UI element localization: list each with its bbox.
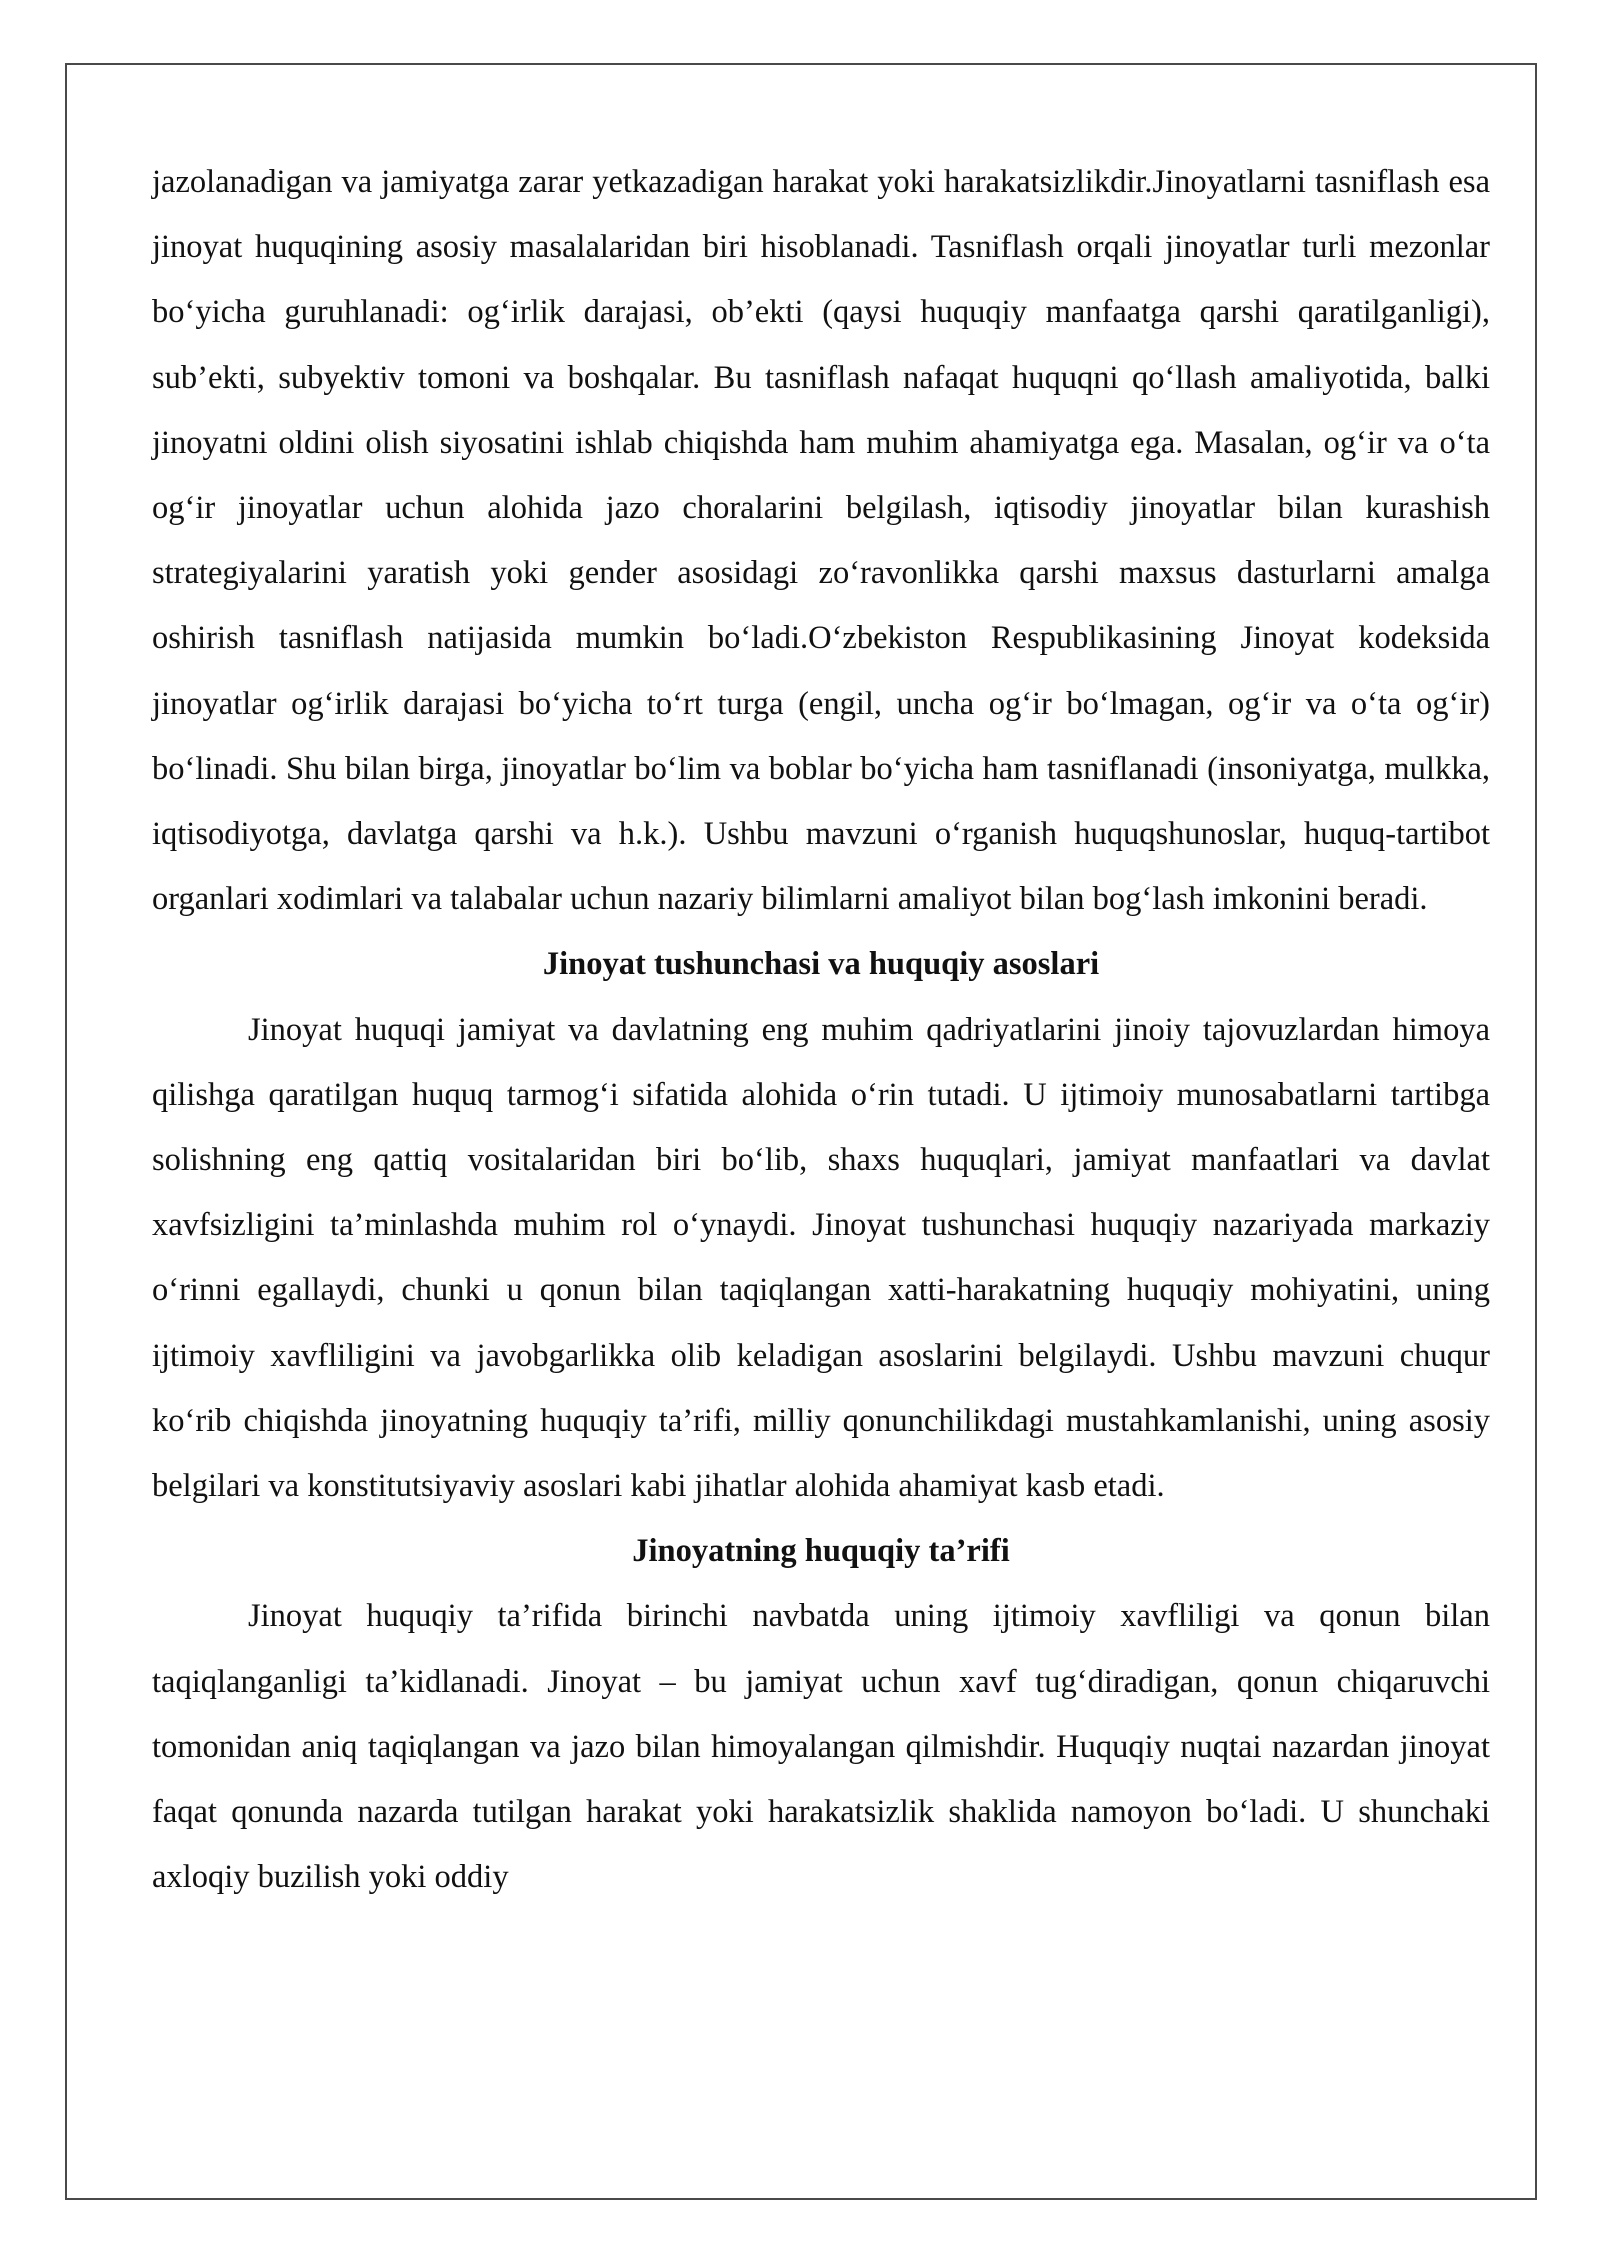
paragraph: jazolanadigan va jamiyatga zarar yetkazadigan harakat yoki harakatsizlikdir.Jinoyatlarni tasniflash esa jinoyat huquqining asosiy masalalaridan biri hisoblanadi. Tasniflash orqali jinoyatlar turli mezonlar bo‘yicha guruhlanadi: og‘irlik darajasi, ob’ekti (qaysi huquqiy manfaatga qarshi qaratilganligi), sub’ekti, subyektiv tomoni va boshqalar. Bu tasniflash nafaqat huquqni qo‘llash amaliyotida, balki jinoyatni oldini olish siyosatini ishlab chiqishda ham muhim ahamiyatga ega. Masalan, og‘ir va o‘ta og‘ir jinoyatlar uchun alohida jazo choralarini belgilash, iqtisodiy jinoyatlar bilan kurashish strategiyalarini yaratish yoki gender asosidagi zo‘ravonlikka qarshi maxsus dasturlarni amalga oshirish tasniflash natijasida mumkin bo‘ladi.O‘zbekiston Respublikasining Jinoyat kodeksida jinoyatlar og‘irlik darajasi bo‘yicha to‘rt turga (engil, uncha og‘ir bo‘lmagan, og‘ir va o‘ta og‘ir) bo‘linadi. Shu bilan birga, jinoyatlar bo‘lim va boblar bo‘yicha ham tasniflanadi (insoniyatga, mulkka, iqtisodiyotga, davlatga qarshi va h.k.). Ushbu mavzuni o‘rganish huquqshunoslar, huquq-tartibot organlari xodimlari va talabalar uchun nazariy bilimlarni amaliyot bilan bog‘lash imkonini beradi. — [152, 164, 1490, 918]
paragraph: Jinoyat huquqiy ta’rifida birinchi navbatda uning ijtimoiy xavfliligi va qonun bilan taqiqlanganligi ta’kidlanadi. Jinoyat – bu jamiyat uchun xavf tug‘diradigan, qonun chiqaruvchi tomonidan aniq taqiqlangan va jazo bilan himoyalangan qilmishdir. Huquqiy nuqtai nazardan jinoyat faqat qonunda nazarda tutilgan harakat yoki harakatsizlik shaklida namoyon bo‘ladi. U shunchaki axloqiy buzilish yoki oddiy — [152, 1598, 1490, 1896]
paragraph: Jinoyat huquqi jamiyat va davlatning eng muhim qadriyatlarini jinoiy tajovuzlardan himoya qilishga qaratilgan huquq tarmog‘i sifatida alohida o‘rin tutadi. U ijtimoiy munosabatlarni tartibga solishning eng qattiq vositalaridan biri bo‘lib, shaxs huquqlari, jamiyat manfaatlari va davlat xavfsizligini ta’minlashda muhim rol o‘ynaydi. Jinoyat tushunchasi huquqiy nazariyada markaziy o‘rinni egallaydi, chunki u qonun bilan taqiqlangan xatti-harakatning huquqiy mohiyatini, uning ijtimoiy xavfliligini va javobgarlikka olib keladigan asoslarini belgilaydi. Ushbu mavzuni chuqur ko‘rib chiqishda jinoyatning huquqiy ta’rifi, milliy qonunchilikdagi mustahkamlanishi, uning asosiy belgilari va konstitutsiyaviy asoslari kabi jihatlar alohida ahamiyat kasb etadi. — [152, 1011, 1490, 1505]
section-heading: Jinoyatning huquqiy ta’rifi — [632, 1533, 1010, 1570]
section-heading: Jinoyat tushunchasi va huquqiy asoslari — [542, 946, 1100, 983]
document-body — [152, 150, 1490, 1910]
